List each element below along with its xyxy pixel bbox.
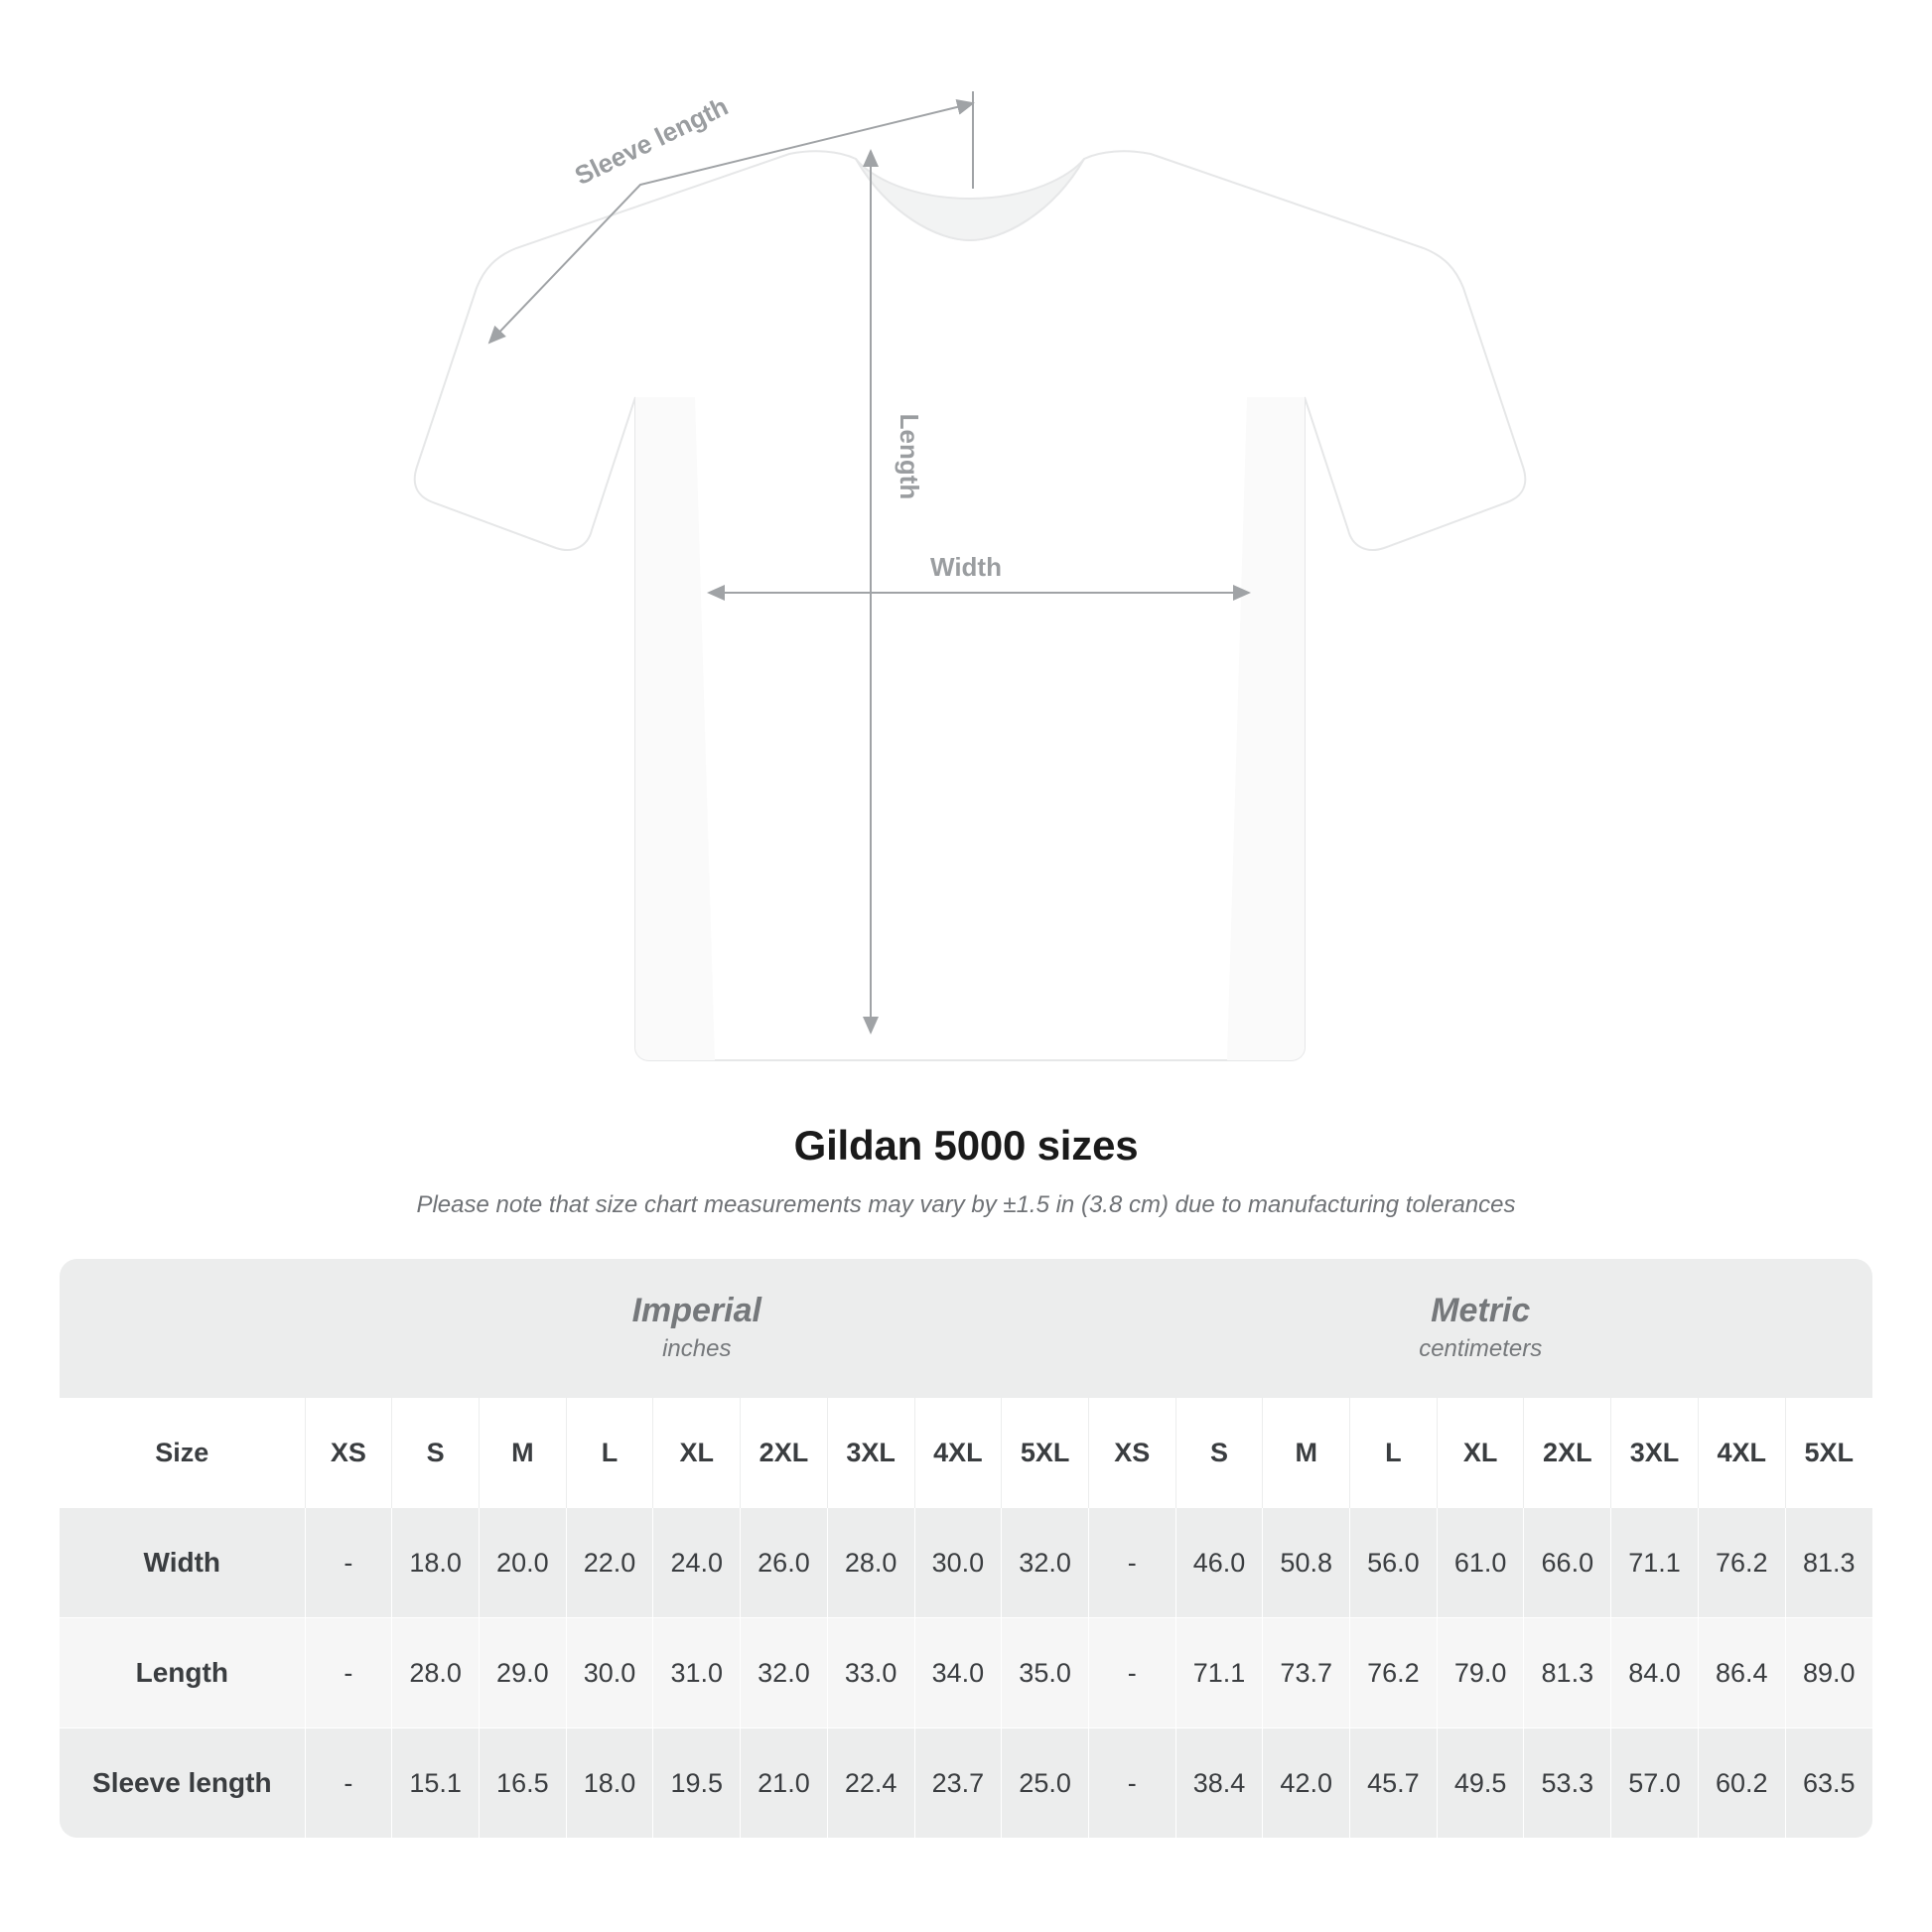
cell: 71.1: [1611, 1508, 1699, 1618]
cell: -: [305, 1618, 392, 1728]
cell: 22.4: [827, 1728, 914, 1839]
cell: 33.0: [827, 1618, 914, 1728]
cell: 20.0: [479, 1508, 566, 1618]
col-header: L: [566, 1398, 653, 1508]
cell: 81.3: [1524, 1618, 1611, 1728]
col-header: M: [479, 1398, 566, 1508]
cell: 21.0: [741, 1728, 828, 1839]
size-table-wrapper: [60, 1259, 1872, 1838]
tshirt-shape: [415, 151, 1526, 1060]
metric-label: Metric: [1431, 1291, 1531, 1329]
imperial-unit-cell: [305, 1259, 1088, 1398]
cell: 15.1: [392, 1728, 480, 1839]
units-spacer: [60, 1259, 305, 1398]
cell: 18.0: [392, 1508, 480, 1618]
heading-block: [0, 1122, 1932, 1219]
cell: 34.0: [914, 1618, 1002, 1728]
cell: 66.0: [1524, 1508, 1611, 1618]
metric-unit-cell: [1088, 1259, 1872, 1398]
cell: 63.5: [1785, 1728, 1872, 1839]
cell: 29.0: [479, 1618, 566, 1728]
cell: 18.0: [566, 1728, 653, 1839]
cell: -: [1088, 1508, 1175, 1618]
cell: -: [305, 1728, 392, 1839]
cell: 50.8: [1263, 1508, 1350, 1618]
cell: 32.0: [1002, 1508, 1089, 1618]
cell: 53.3: [1524, 1728, 1611, 1839]
cell: 16.5: [479, 1728, 566, 1839]
cell: -: [1088, 1618, 1175, 1728]
table-row: [60, 1508, 1872, 1618]
cell: 76.2: [1350, 1618, 1438, 1728]
units-row: [60, 1259, 1872, 1398]
cell: 45.7: [1350, 1728, 1438, 1839]
cell: 35.0: [1002, 1618, 1089, 1728]
imperial-sub: inches: [662, 1335, 732, 1363]
row-label: Sleeve length: [60, 1728, 305, 1839]
col-header: 3XL: [1611, 1398, 1699, 1508]
cell: 49.5: [1437, 1728, 1524, 1839]
size-table: [60, 1259, 1872, 1838]
col-header: 4XL: [914, 1398, 1002, 1508]
col-header: S: [392, 1398, 480, 1508]
col-header: 5XL: [1002, 1398, 1089, 1508]
size-header: Size: [60, 1398, 305, 1508]
sleeve-length-label: Sleeve length: [570, 90, 733, 192]
col-header: XS: [305, 1398, 392, 1508]
table-row: [60, 1728, 1872, 1839]
cell: 57.0: [1611, 1728, 1699, 1839]
cell: 79.0: [1437, 1618, 1524, 1728]
width-label: Width: [930, 552, 1002, 582]
cell: 46.0: [1175, 1508, 1263, 1618]
row-label: Length: [60, 1618, 305, 1728]
cell: 56.0: [1350, 1508, 1438, 1618]
tolerance-note: Please note that size chart measurements may vary by ±1.5 in (3.8 cm) due to manufacturing tolerances: [416, 1191, 1516, 1218]
cell: 25.0: [1002, 1728, 1089, 1839]
page-title: Gildan 5000 sizes: [793, 1122, 1139, 1169]
cell: 61.0: [1437, 1508, 1524, 1618]
metric-sub: centimeters: [1419, 1335, 1543, 1363]
cell: 60.2: [1698, 1728, 1785, 1839]
row-label: Width: [60, 1508, 305, 1618]
cell: 32.0: [741, 1618, 828, 1728]
col-header: L: [1350, 1398, 1438, 1508]
cell: 76.2: [1698, 1508, 1785, 1618]
col-header: 3XL: [827, 1398, 914, 1508]
cell: 71.1: [1175, 1618, 1263, 1728]
cell: 26.0: [741, 1508, 828, 1618]
col-header: 2XL: [1524, 1398, 1611, 1508]
cell: 31.0: [653, 1618, 741, 1728]
col-header: 4XL: [1698, 1398, 1785, 1508]
col-header: S: [1175, 1398, 1263, 1508]
length-label: Length: [895, 413, 924, 500]
col-header: XS: [1088, 1398, 1175, 1508]
cell: 28.0: [827, 1508, 914, 1618]
cell: 42.0: [1263, 1728, 1350, 1839]
cell: 86.4: [1698, 1618, 1785, 1728]
cell: 22.0: [566, 1508, 653, 1618]
col-header: XL: [653, 1398, 741, 1508]
cell: -: [1088, 1728, 1175, 1839]
cell: 30.0: [914, 1508, 1002, 1618]
cell: 73.7: [1263, 1618, 1350, 1728]
cell: 81.3: [1785, 1508, 1872, 1618]
imperial-label: Imperial: [631, 1291, 761, 1329]
cell: 84.0: [1611, 1618, 1699, 1728]
col-header: XL: [1437, 1398, 1524, 1508]
cell: -: [305, 1508, 392, 1618]
cell: 38.4: [1175, 1728, 1263, 1839]
col-header: 5XL: [1785, 1398, 1872, 1508]
col-header: M: [1263, 1398, 1350, 1508]
cell: 19.5: [653, 1728, 741, 1839]
cell: 30.0: [566, 1618, 653, 1728]
cell: 23.7: [914, 1728, 1002, 1839]
table-header-row: [60, 1398, 1872, 1508]
table-row: [60, 1618, 1872, 1728]
cell: 28.0: [392, 1618, 480, 1728]
cell: 89.0: [1785, 1618, 1872, 1728]
col-header: 2XL: [741, 1398, 828, 1508]
cell: 24.0: [653, 1508, 741, 1618]
